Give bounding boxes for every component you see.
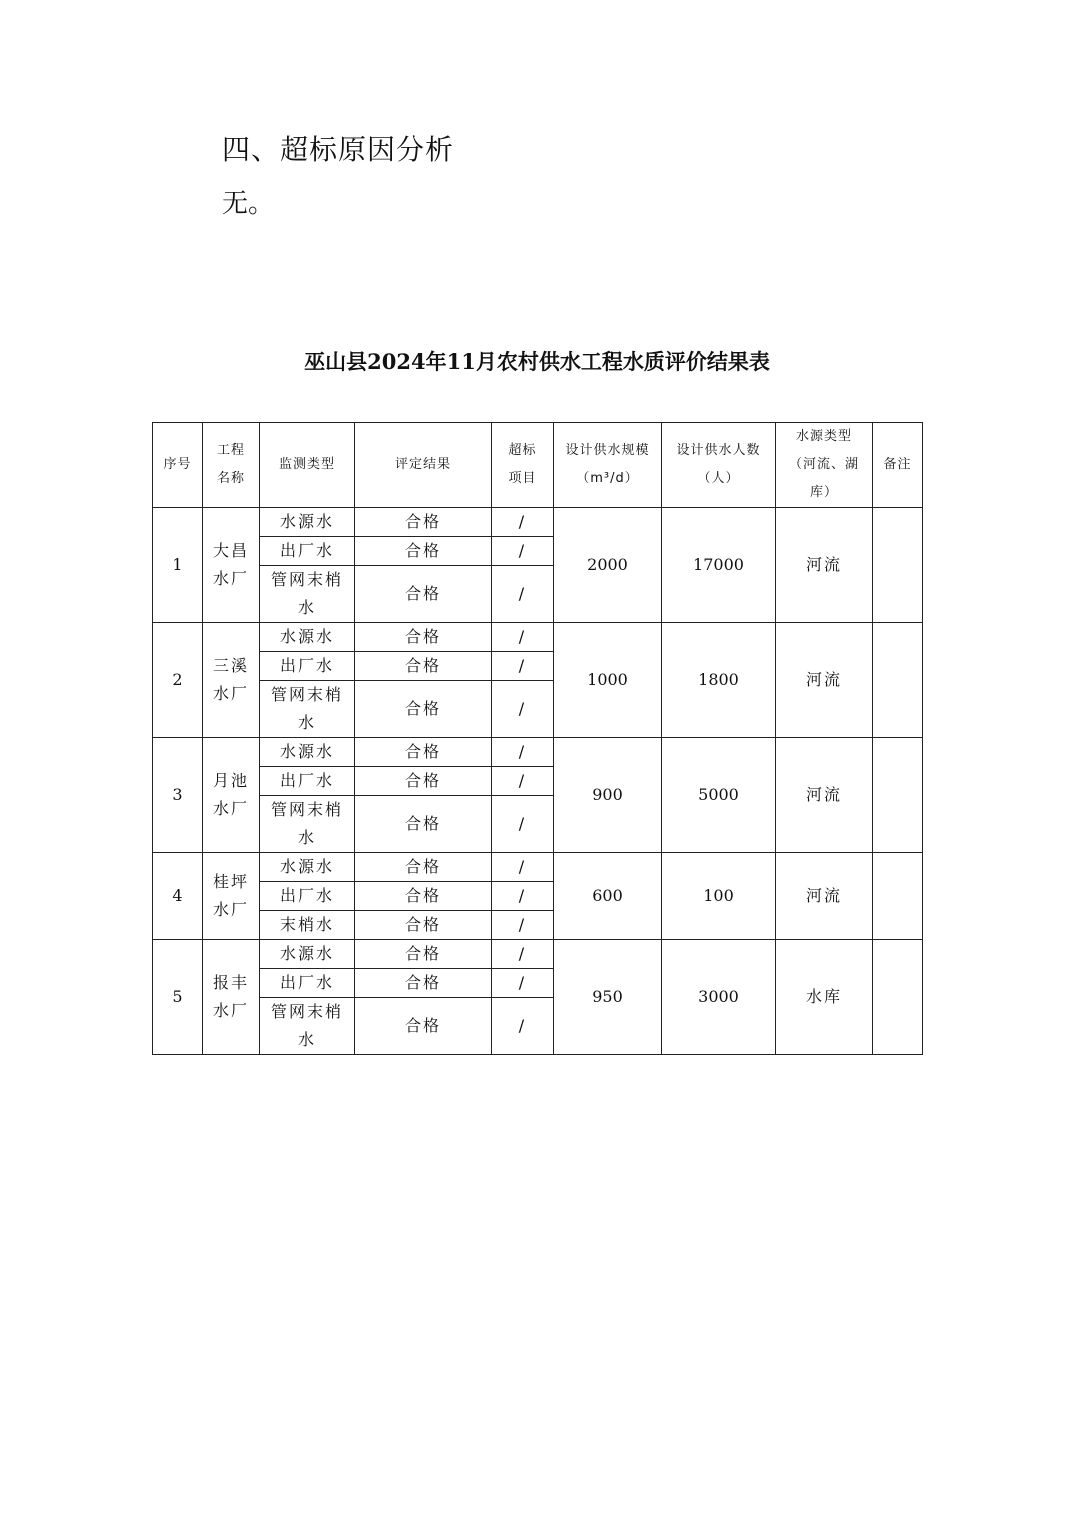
header-exceed: 超标项目 xyxy=(492,423,554,508)
supply-scale-cell: 600 xyxy=(554,853,662,940)
monitor-type-cell: 出厂水 xyxy=(260,652,355,681)
monitor-type-cell: 水源水 xyxy=(260,508,355,537)
source-type-cell: 河流 xyxy=(776,853,873,940)
result-cell: 合格 xyxy=(355,508,492,537)
result-cell: 合格 xyxy=(355,882,492,911)
monitor-type-cell: 末梢水 xyxy=(260,911,355,940)
exceed-cell: / xyxy=(492,566,554,623)
monitor-type-cell: 水源水 xyxy=(260,738,355,767)
remark-cell xyxy=(873,623,923,738)
seq-cell: 5 xyxy=(153,940,203,1055)
supply-scale-cell: 900 xyxy=(554,738,662,853)
result-cell: 合格 xyxy=(355,623,492,652)
result-cell: 合格 xyxy=(355,537,492,566)
supply-population-cell: 5000 xyxy=(662,738,776,853)
monitor-type-cell: 出厂水 xyxy=(260,767,355,796)
header-source: 水源类型（河流、湖库） xyxy=(776,423,873,508)
result-cell: 合格 xyxy=(355,911,492,940)
header-remark: 备注 xyxy=(873,423,923,508)
monitor-type-cell: 水源水 xyxy=(260,940,355,969)
table-row xyxy=(153,940,923,969)
result-cell: 合格 xyxy=(355,998,492,1055)
result-cell: 合格 xyxy=(355,681,492,738)
exceed-cell: / xyxy=(492,853,554,882)
exceed-cell: / xyxy=(492,738,554,767)
exceed-cell: / xyxy=(492,969,554,998)
remark-cell xyxy=(873,940,923,1055)
result-cell: 合格 xyxy=(355,940,492,969)
exceed-cell: / xyxy=(492,911,554,940)
monitor-type-cell: 管网末梢水 xyxy=(260,998,355,1055)
exceed-cell: / xyxy=(492,882,554,911)
supply-population-cell: 100 xyxy=(662,853,776,940)
header-name: 工程名称 xyxy=(203,423,260,508)
exceed-cell: / xyxy=(492,998,554,1055)
plant-name-cell: 桂坪水厂 xyxy=(203,853,260,940)
table-row xyxy=(153,508,923,537)
header-result: 评定结果 xyxy=(355,423,492,508)
exceed-cell: / xyxy=(492,537,554,566)
header-monitor: 监测类型 xyxy=(260,423,355,508)
supply-population-cell: 17000 xyxy=(662,508,776,623)
header-seq: 序号 xyxy=(153,423,203,508)
monitor-type-cell: 水源水 xyxy=(260,853,355,882)
monitor-type-cell: 水源水 xyxy=(260,623,355,652)
supply-scale-cell: 1000 xyxy=(554,623,662,738)
plant-name-cell: 报丰水厂 xyxy=(203,940,260,1055)
monitor-type-cell: 出厂水 xyxy=(260,969,355,998)
exceed-cell: / xyxy=(492,940,554,969)
section-body-text: 无。 xyxy=(222,189,275,219)
seq-cell: 2 xyxy=(153,623,203,738)
result-cell: 合格 xyxy=(355,767,492,796)
header-population: 设计供水人数（人） xyxy=(662,423,776,508)
result-cell: 合格 xyxy=(355,969,492,998)
remark-cell xyxy=(873,853,923,940)
plant-name-cell: 大昌水厂 xyxy=(203,508,260,623)
exceed-cell: / xyxy=(492,796,554,853)
remark-cell xyxy=(873,738,923,853)
source-type-cell: 河流 xyxy=(776,508,873,623)
exceed-cell: / xyxy=(492,623,554,652)
exceed-cell: / xyxy=(492,767,554,796)
exceed-cell: / xyxy=(492,681,554,738)
monitor-type-cell: 管网末梢水 xyxy=(260,796,355,853)
supply-population-cell: 1800 xyxy=(662,623,776,738)
result-cell: 合格 xyxy=(355,652,492,681)
water-quality-table xyxy=(152,422,923,1055)
source-type-cell: 河流 xyxy=(776,623,873,738)
supply-scale-cell: 2000 xyxy=(554,508,662,623)
table-row xyxy=(153,853,923,882)
source-type-cell: 河流 xyxy=(776,738,873,853)
exceed-cell: / xyxy=(492,652,554,681)
table-row xyxy=(153,623,923,652)
result-cell: 合格 xyxy=(355,566,492,623)
remark-cell xyxy=(873,508,923,623)
result-cell: 合格 xyxy=(355,796,492,853)
table-title: 巫山县2024年11月农村供水工程水质评价结果表 xyxy=(304,349,770,374)
result-cell: 合格 xyxy=(355,738,492,767)
table-header-row xyxy=(153,423,923,508)
monitor-type-cell: 管网末梢水 xyxy=(260,681,355,738)
result-cell: 合格 xyxy=(355,853,492,882)
section-heading: 四、超标原因分析 xyxy=(222,133,455,166)
seq-cell: 1 xyxy=(153,508,203,623)
supply-population-cell: 3000 xyxy=(662,940,776,1055)
header-scale: 设计供水规模（m³/d） xyxy=(554,423,662,508)
supply-scale-cell: 950 xyxy=(554,940,662,1055)
table-row xyxy=(153,738,923,767)
seq-cell: 3 xyxy=(153,738,203,853)
monitor-type-cell: 出厂水 xyxy=(260,537,355,566)
source-type-cell: 水库 xyxy=(776,940,873,1055)
seq-cell: 4 xyxy=(153,853,203,940)
monitor-type-cell: 管网末梢水 xyxy=(260,566,355,623)
monitor-type-cell: 出厂水 xyxy=(260,882,355,911)
exceed-cell: / xyxy=(492,508,554,537)
plant-name-cell: 月池水厂 xyxy=(203,738,260,853)
plant-name-cell: 三溪水厂 xyxy=(203,623,260,738)
